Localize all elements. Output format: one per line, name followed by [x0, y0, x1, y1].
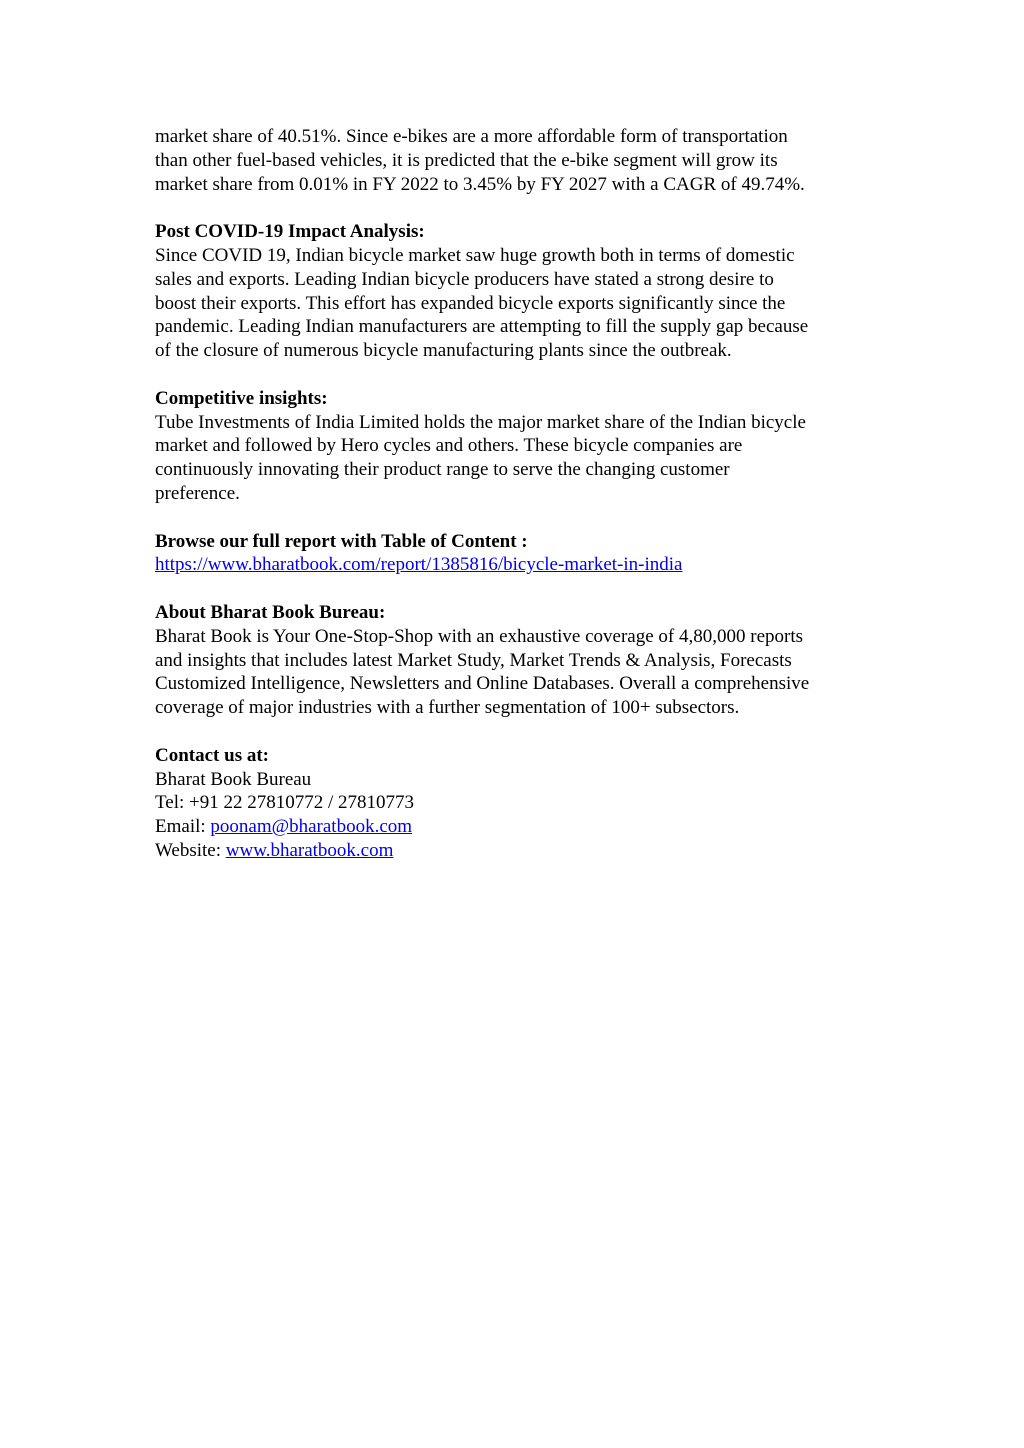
browse-section	[155, 530, 875, 578]
intro-line: market share of 40.51%. Since e-bikes are a more affordable form of transportation	[155, 126, 788, 147]
competitive-line: Tube Investments of India Limited holds the major market share of the Indian bicycle	[155, 411, 806, 433]
covid-line: boost their exports. This effort has expanded bicycle exports significantly since the	[155, 292, 786, 314]
competitive-heading: Competitive insights:	[155, 387, 328, 409]
competitive-line: market and followed by Hero cycles and others. These bicycle companies are	[155, 435, 743, 457]
website-label: Website:	[155, 839, 226, 861]
browse-heading: Browse our full report with Table of Content :	[155, 530, 528, 552]
competitive-line: preference.	[155, 482, 240, 504]
document-page	[155, 125, 875, 863]
about-line: Customized Intelligence, Newsletters and Online Databases. Overall a comprehensive	[155, 673, 810, 695]
covid-section	[155, 220, 875, 363]
intro-line: market share from 0.01% in FY 2022 to 3.45% by FY 2027 with a CAGR of 49.74%.	[155, 173, 805, 195]
covid-line: of the closure of numerous bicycle manufacturing plants since the outbreak.	[155, 340, 732, 362]
about-section	[155, 601, 875, 720]
covid-line: sales and exports. Leading Indian bicycle producers have stated a strong desire to	[155, 268, 774, 290]
intro-line: than other fuel-based vehicles, it is predicted that the e-bike segment will grow its	[155, 149, 778, 171]
covid-line: Since COVID 19, Indian bicycle market saw huge growth both in terms of domestic	[155, 244, 795, 266]
about-line: coverage of major industries with a further segmentation of 100+ subsectors.	[155, 697, 740, 719]
website-link[interactable]: www.bharatbook.com	[225, 839, 394, 861]
competitive-section	[155, 387, 875, 506]
contact-tel: Tel: +91 22 27810772 / 27810773	[155, 792, 415, 814]
contact-section	[155, 744, 875, 863]
contact-website-line	[155, 839, 875, 863]
covid-line: pandemic. Leading Indian manufacturers are attempting to fill the supply gap because	[155, 316, 809, 338]
about-line: Bharat Book is Your One-Stop-Shop with an exhaustive coverage of 4,80,000 reports	[155, 625, 804, 647]
competitive-line: continuously innovating their product range to serve the changing customer	[155, 459, 730, 481]
contact-email-line	[155, 815, 875, 839]
about-line: and insights that includes latest Market Study, Market Trends & Analysis, Forecasts	[155, 649, 792, 671]
contact-company: Bharat Book Bureau	[155, 768, 312, 790]
email-link[interactable]: poonam@bharatbook.com	[210, 816, 413, 838]
covid-heading: Post COVID-19 Impact Analysis:	[155, 221, 425, 243]
report-link[interactable]: https://www.bharatbook.com/report/1385816/bicycle-market-in-india	[155, 554, 683, 576]
report-link-line	[155, 553, 875, 577]
email-label: Email:	[155, 816, 211, 838]
intro-paragraph	[155, 125, 875, 196]
about-heading: About Bharat Book Bureau:	[155, 601, 386, 623]
contact-heading: Contact us at:	[155, 744, 269, 766]
